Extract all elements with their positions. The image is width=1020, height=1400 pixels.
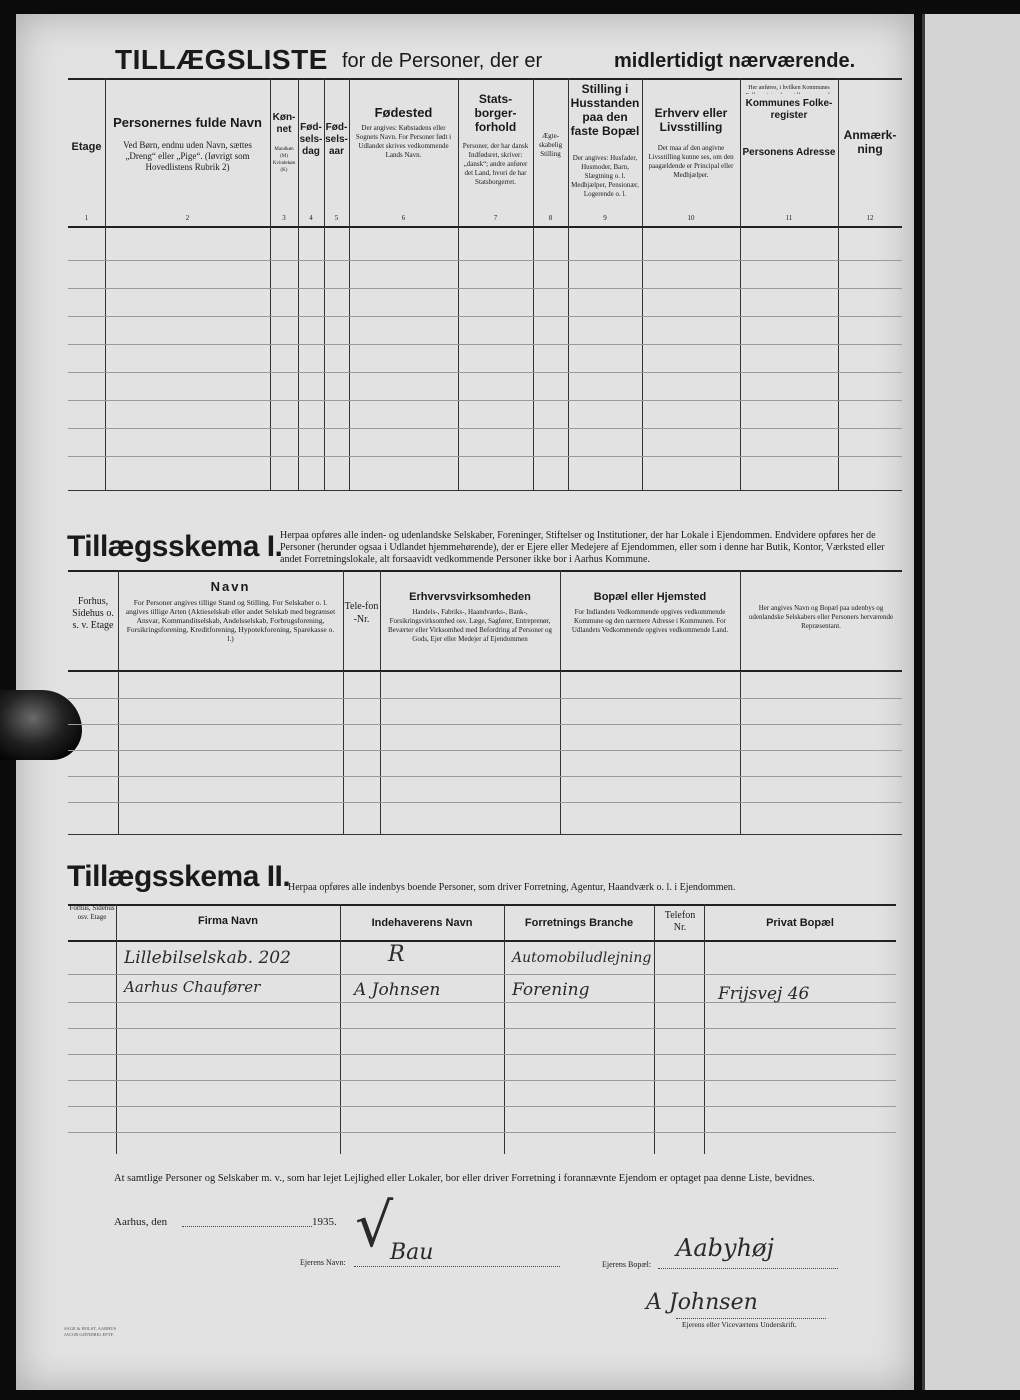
owner-name-line [354,1266,560,1267]
col-birthyear-header: Fød-sels-aar [325,122,348,157]
s2-row1-branch: Automobiludlejning [512,950,652,966]
s2-col-owner: Indehaverens Navn [371,917,473,929]
col-address-header: Personens Adresse [742,147,836,158]
owner-address-line [658,1268,838,1269]
s1-col-representative-note: Her angives Navn og Bopæl paa udenbys og udenlandske Selskabers eller Personers herværende Repræsentant. [748,604,894,630]
col-num: 6 [401,214,406,222]
s2-row2-owner: A Johnsen [354,980,441,1000]
main-subtitle-pre: for de Personer, der er [342,50,543,72]
col-household-header: Stilling i Husstanden paa den faste Bopæl [570,82,640,138]
col-marital-header: Ægte-skabelig Stilling [538,132,563,158]
col-birthplace-header: Fødested [374,105,433,120]
s1-col-name: Navn [210,579,251,594]
s2-col-firm: Firma Navn [198,915,258,927]
attestation-text: At samtlige Personer og Selskaber m. v., som har lejet Lejlighed eller Lokaler, bor eller driver Forretning i forannævnte Ejendom er optaget paa denne Liste, bevidnes. [114,1173,815,1184]
s1-col-etage: Forhus, Sidehus o. s. v. Etage [72,596,114,631]
schema1-instructions: Herpaa opføres alle inden- og udenlandske Selskaber, Foreninger, Stiftelser og Institutioner, der har Lokale i Ejendommen. Endvidere opføres her de Personer (herunder ogsaa i Udlandet hjemmehørende), der er Ejere eller Medejere af Ejendommen, eller som i denne har Butik, Kontor, Værksted eller andet Forretningslokale, alt forsaavidt vedkommende Personer ikke bor i Aarhus Kommune. [280,530,885,565]
main-table [68,78,902,494]
s2-row1-firm: Lillebilselskab. 202 [124,948,291,968]
signature-line [676,1318,826,1319]
col-num: 3 [282,214,286,222]
col-num: 1 [84,214,89,222]
col-address-note: Her anføres, i hvilken Kommunes [748,85,830,91]
col-citizenship-note: Personer, der har dansk Indfødsret, skriver: „dansk“; andre anfører det Land, hvori de har Statsborgerret. [462,142,529,186]
schema2-title: Tillægsskema II. [67,860,291,893]
col-num: 9 [603,214,607,222]
col-name-note: Ved Børn, endnu uden Navn, sættes „Dreng“ eller „Pige“. (Iøvrigt som Hovedlistens Rubrik 2) [123,140,252,172]
col-occupation-note: Det maa af den angivne Livsstilling kunne ses, om den paagældende er Principal eller Medhjælper. [648,144,734,179]
col-birthday-header: Fød-sels-dag [299,122,323,157]
col-remarks-header: Anmærk-ning [843,128,897,156]
place-label: Aarhus, den [114,1216,168,1228]
col-birthplace-note: Der angives: Købstadens eller Sognets Navn. For Personer født i Udlandet skrives vedkommende Lands Navn. [355,124,452,159]
col-gender-note: Mandkøn (M) Kvindekøn (K) [272,147,296,173]
main-title: TILLÆGSLISTE [115,44,328,75]
col-num: 2 [185,214,190,222]
col-address-register: Kommunes Folke-register [745,98,833,121]
col-etage-header: Etage [71,141,102,153]
col-num: 7 [493,214,498,222]
schema1-title: Tillægsskema I. [67,530,283,563]
owner-name-value: Bau [390,1240,434,1265]
s2-row2-private: Frijsvej 46 [718,984,810,1004]
s2-col-branch: Forretnings Branche [524,917,634,929]
main-subtitle-bold: midlertidigt nærværende. [614,50,856,72]
schema2-table [68,904,896,1158]
s2-col-private-address: Privat Bopæl [766,917,834,929]
s2-row2-firm: Aarhus Chaufører [124,978,261,996]
s2-row2-branch: Forening [512,980,590,1000]
s1-col-phone: Tele-fon-Nr. [344,601,379,625]
year-label: 1935. [312,1216,337,1228]
col-num: 5 [334,214,339,222]
col-gender-header: Køn-net [272,112,296,135]
signature-value: A Johnsen [646,1290,758,1315]
col-name-header: Personernes fulde Navn [113,115,262,130]
check-mark: √ [355,1191,394,1261]
s1-col-residence: Bopæl eller Hjemsted [593,591,707,603]
date-blank [182,1226,312,1227]
s2-col-etage: Forhus, Sidehus osv. Etage [69,904,115,921]
owner-address-label: Ejerens Bopæl: [602,1260,652,1269]
s2-row1-owner: R [388,942,405,967]
s1-col-business-note: Handels-, Fabriks-, Haandværks-, Bank-, Forsikringsvirksomhed osv. Læge, Sagfører, Entreprenør, Beværter eller Virksomhed med Befordring af Personer og Gods, Ejer eller Medejer af Ejendommen [387,608,553,643]
col-citizenship-header: Stats-borger-forhold [474,92,517,134]
schema2-instructions: Herpaa opføres alle indenbys boende Personer, som driver Forretning, Agentur, Haandværk o. l. i Ejendommen. [288,882,736,893]
col-num: 10 [687,214,695,222]
printer-mark: SAGE & HOLST, AARHUS JACOB GJENDRIG EFTF. [64,1326,117,1337]
schema1-table [68,570,902,836]
col-num: 12 [866,214,874,222]
s1-col-name-note: For Personer angives tillige Stand og Stilling. For Selskaber o. l. angives tillige Arten (Aktieselskab eller andet Selskab med begrænset Ansvar, Kommanditselskab, Andelsselskab, Forbrugsforening, Forsikringsforening, Kreditforening, Hypotekforening, Sparekasse o. l.) [125,598,336,643]
s2-col-phone: Telefon Nr. [664,910,696,933]
col-household-note: Der angives: Husfader, Husmoder, Barn, Slægtning o. l. Medhjælper, Pensionær, Logerende o. l. [571,154,639,198]
s1-col-business: Erhvervsvirksomheden [409,591,531,603]
col-num: 4 [309,214,313,222]
owner-name-label: Ejerens Navn: [300,1258,346,1267]
col-num: 11 [785,214,793,222]
signature-label: Ejerens eller Viceværtens Underskrift. [682,1320,797,1329]
col-occupation-header: Erhverv eller Livsstilling [654,106,728,134]
next-page-edge [922,14,1020,1390]
s1-col-residence-note: For Indlandets Vedkommende opgives vedkommende Kommune og den nærmere Adresse i Kommunen. For Udlandets Vedkommende opgives vedkommende Land. [571,608,729,634]
owner-address-value: Aabyhøj [676,1234,774,1262]
col-num: 8 [548,214,553,222]
